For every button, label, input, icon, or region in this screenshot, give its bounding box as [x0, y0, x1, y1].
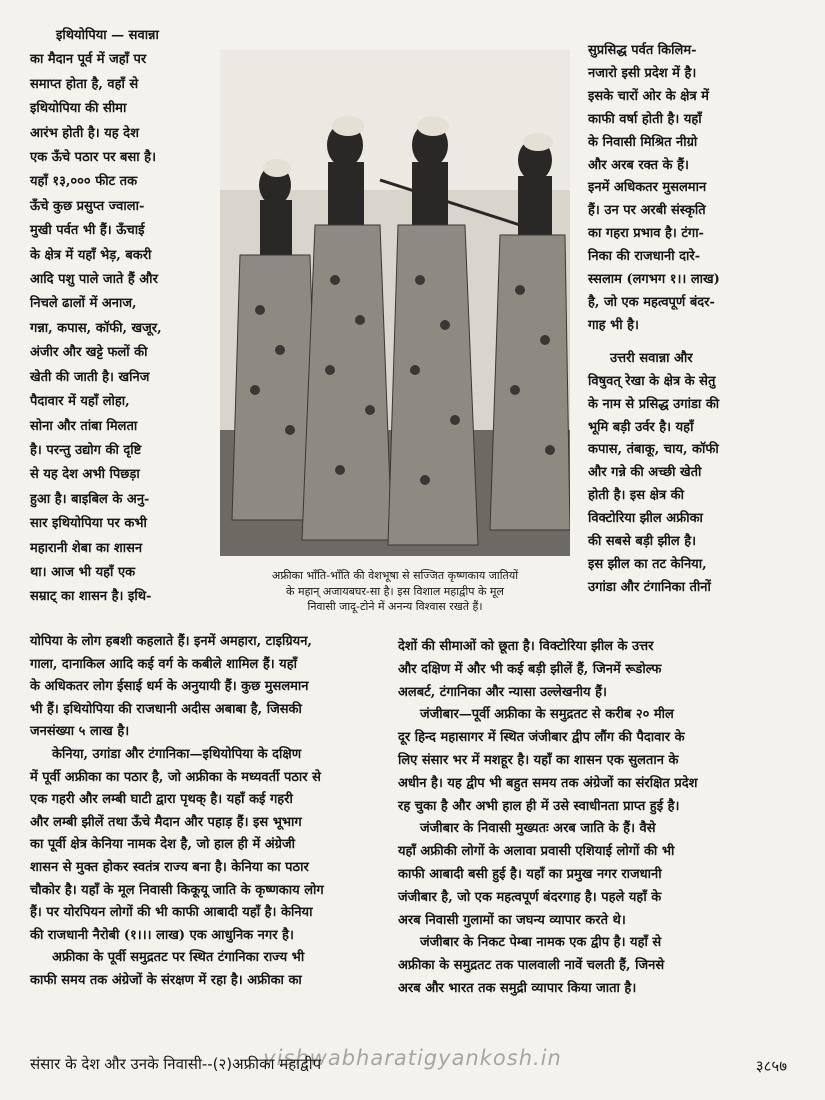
- text-line: और गन्ने की अच्छी खेती: [588, 465, 702, 481]
- text-line: काफी समय तक अंग्रेजों के संरक्षण में रहा है। अफ्रीका का: [30, 972, 302, 988]
- text-line: अंजीर और खट्टे फलों की: [30, 345, 148, 361]
- text-line: के क्षेत्र में यहाँ भेड़, बकरी: [30, 247, 152, 263]
- text-line: काफी आबादी बसी हुई है। यहाँ का प्रमुख नगर राजधानी: [398, 866, 662, 882]
- text-line: अफ्रीका के समुद्रतट तक पालवाली नावें चलती हैं, जिनसे: [398, 958, 665, 974]
- text-line: अरब और भारत तक समुद्री व्यापार किया जाता है।: [398, 980, 637, 996]
- text-line: अलबर्ट, टंगानिका और न्यासा उल्लेखनीय हैं।: [398, 684, 607, 700]
- text-line: खेती की जाती है। खनिज: [30, 369, 150, 385]
- text-line: एक ऊँचे पठार पर बसा है।: [30, 150, 156, 166]
- text-line: एक गहरी और लम्बी घाटी द्वारा पृथक् है। यहाँ कई गहरी: [30, 792, 293, 808]
- text-line: होती है। इस क्षेत्र की: [588, 488, 684, 504]
- photo-caption: [210, 568, 580, 615]
- text-line: सार इथियोपिया पर कभी: [30, 516, 147, 532]
- text-line: है। परन्तु उद्योग की दृष्टि: [30, 442, 142, 458]
- bottom-left-column: [30, 631, 380, 993]
- text-line: जंजीबार—पूर्वी अफ्रीका के समुद्रतट से करीब २० मील: [420, 707, 674, 723]
- text-line: इथियोपिया — सवान्ना: [56, 28, 159, 43]
- text-line: के अधिकतर लोग ईसाई धर्म के अनुयायी हैं। कुछ मुसलमान: [30, 679, 309, 695]
- text-line: के निवासी मिश्रित नीग्रो: [588, 134, 698, 150]
- text-line: गन्ना, कपास, कॉफी, खजूर,: [30, 320, 162, 336]
- text-line: और अरब रक्त के हैं।: [588, 157, 689, 173]
- photo-tribal-women: [220, 50, 570, 556]
- text-line: यहाँ अफ्रीकी लोगों के अलावा प्रवासी एशियाई लोगों की भी: [398, 844, 675, 860]
- text-line: गाह भी है।: [588, 317, 639, 333]
- text-line: सोना और तांबा मिलता: [30, 418, 138, 434]
- text-line: विक्टोरिया झील अफ्रीका: [588, 511, 703, 527]
- text-line: ऊँचे कुछ प्रसुप्त ज्वाला-: [30, 198, 145, 214]
- text-line: अधीन है। यह द्वीप भी बहुत समय तक अंग्रेजों का संरक्षित प्रदेश: [398, 775, 698, 791]
- page-number: ३८५७: [755, 1057, 787, 1075]
- text-line: था। आज भी यहाँ एक: [30, 564, 136, 580]
- photo-illustration: [220, 50, 570, 556]
- text-line: और दक्षिण में और भी कई बड़ी झीलें हैं, जिनमें रूडोल्फ: [398, 661, 662, 677]
- text-line: का पूर्वी क्षेत्र केनिया नामक देश है, जो हाल ही में अंग्रेजी: [30, 837, 296, 853]
- text-line: योपिया के लोग हबशी कहलाते हैं। इनमें अमहारा, टाइग्रियन,: [30, 634, 312, 649]
- text-line: केनिया, उगांडा और टंगानिका—इथियोपिया के दक्षिण: [52, 746, 302, 762]
- text-line: गाला, दानाकिल आदि कई वर्ग के कबीले शामिल हैं। यहाँ: [30, 656, 297, 672]
- text-line: काफी वर्षा होती है। यहाँ: [588, 111, 702, 127]
- text-line: हुआ है। बाइबिल के अनु-: [30, 491, 150, 507]
- text-line: इनमें अधिकतर मुसलमान: [588, 180, 707, 196]
- text-line: समाप्त होता है, वहाँ से: [30, 76, 139, 92]
- text-line: विषुवत् रेखा के क्षेत्र के सेतु: [588, 373, 716, 389]
- text-line: मुखी पर्वत भी हैं। ऊँचाई: [30, 223, 145, 239]
- text-line: रह चुका है और अभी हाल ही में उसे स्वाधीनता प्राप्त हुई है।: [398, 798, 680, 814]
- caption-line: के महान् अजायबघर-सा है। इस विशाल महाद्वीप के मूल: [286, 584, 504, 598]
- text-line: नजारो इसी प्रदेश में है।: [588, 65, 697, 81]
- text-line: महारानी शेबा का शासन: [30, 540, 143, 556]
- text-line: देशों की सीमाओं को छूता है। विक्टोरिया झील के उत्तर: [398, 639, 654, 654]
- text-line: और लम्बी झीलें तथा ऊँचे मैदान और पहाड़ हैं। इस भूभाग: [30, 814, 302, 830]
- text-line: उगांडा और टंगानिका तीनों: [588, 579, 711, 595]
- text-line: शासन से मुक्त होकर स्वतंत्र राज्य बना है। केनिया का पठार: [30, 859, 309, 875]
- bottom-right-column: [398, 636, 798, 1001]
- text-line: अफ्रीका के पूर्वी समुद्रतट पर स्थित टंगानिका राज्य भी: [52, 950, 305, 966]
- text-line: चौकोर है। यहाँ के मूल निवासी किकूयू जाति के कृष्णकाय लोग: [30, 882, 324, 898]
- text-line: जंजीबार है, जो एक महत्वपूर्ण बंदरगाह है। पहले यहाँ के: [398, 889, 662, 905]
- caption-line: अफ्रीका भाँति-भाँति की वेशभूषा से सज्जित कृष्णकाय जातियों: [271, 569, 519, 582]
- text-line: से यह देश अभी पिछड़ा: [30, 467, 140, 483]
- text-line: का गहरा प्रभाव है। टंगा-: [588, 226, 704, 242]
- text-line: में पूर्वी अफ्रीका का पठार है, जो अफ्रीका के मध्यवर्ती पठार से: [30, 769, 321, 785]
- text-line: भी हैं। इथियोपिया की राजधानी अदीस अबाबा है, जिसकी: [30, 701, 302, 717]
- text-line: यहाँ १३,००० फीट तक: [30, 174, 138, 190]
- text-line: उत्तरी सवान्ना और: [610, 350, 693, 366]
- text-line: इस झील का तट केनिया,: [588, 556, 707, 572]
- text-line: आरंभ होती है। यह देश: [30, 125, 139, 141]
- caption-line: निवासी जादू-टोने में अनन्य विश्वास रखते हैं।: [307, 600, 483, 613]
- text-line: निचले ढालों में अनाज,: [30, 296, 137, 312]
- text-line: लिए संसार भर में मशहूर है। यहाँ का शासन एक सुलतान के: [398, 752, 679, 768]
- text-line: अरब निवासी गुलामों का जघन्य व्यापार करते थे।: [398, 912, 626, 928]
- text-line: के नाम से प्रसिद्ध उगांडा की: [588, 396, 720, 412]
- text-line: पैदावार में यहाँ लोहा,: [30, 394, 130, 410]
- text-line: जंजीबार के निवासी मुख्यतः अरब जाति के हैं। वैसे: [420, 821, 656, 837]
- text-line: जनसंख्या ५ लाख है।: [30, 724, 130, 740]
- text-line: हैं। उन पर अरबी संस्कृति: [588, 203, 706, 219]
- text-line: है, जो एक महत्वपूर्ण बंदर-: [588, 294, 715, 310]
- left-column: [30, 24, 190, 610]
- text-line: जंजीबार के निकट पेम्बा नामक एक द्वीप है। यहाँ से: [420, 935, 662, 951]
- text-line: आदि पशु पाले जाते हैं और: [30, 272, 158, 288]
- text-line: भूमि बड़ी उर्वर है। यहाँ: [588, 419, 694, 435]
- text-line: इसके चारों ओर के क्षेत्र में: [588, 88, 709, 104]
- text-line: निका की राजधानी दारे-: [588, 249, 701, 265]
- text-line: कपास, तंबाकू, चाय, कॉफी: [588, 442, 719, 458]
- watermark: vishwabharatigyankosh.in: [263, 1046, 562, 1070]
- text-line: स्सलाम (लगभग १।। लाख): [588, 272, 720, 288]
- right-column: [588, 40, 788, 600]
- text-line: का मैदान पूर्व में जहाँ पर: [30, 52, 147, 68]
- text-line: हैं। पर योरपियन लोगों की भी काफी आबादी यहाँ है। केनिया: [30, 905, 313, 921]
- running-title: संसार के देश और उनके निवासी--(२)अफ्रीका महाद्वीप: [30, 1055, 322, 1073]
- text-line: सुप्रसिद्ध पर्वत किलिम-: [588, 43, 697, 58]
- text-line: की राजधानी नैरोबी (१।।। लाख) एक आधुनिक नगर है।: [30, 927, 294, 943]
- text-line: सम्राट् का शासन है। इथि-: [30, 589, 152, 605]
- page-footer: [0, 1046, 825, 1084]
- text-line: इथियोपिया की सीमा: [30, 101, 127, 117]
- text-line: की सबसे बड़ी झील है।: [588, 534, 697, 550]
- text-line: दूर हिन्द महासागर में स्थित जंजीबार द्वीप लौंग की पैदावार के: [398, 730, 685, 746]
